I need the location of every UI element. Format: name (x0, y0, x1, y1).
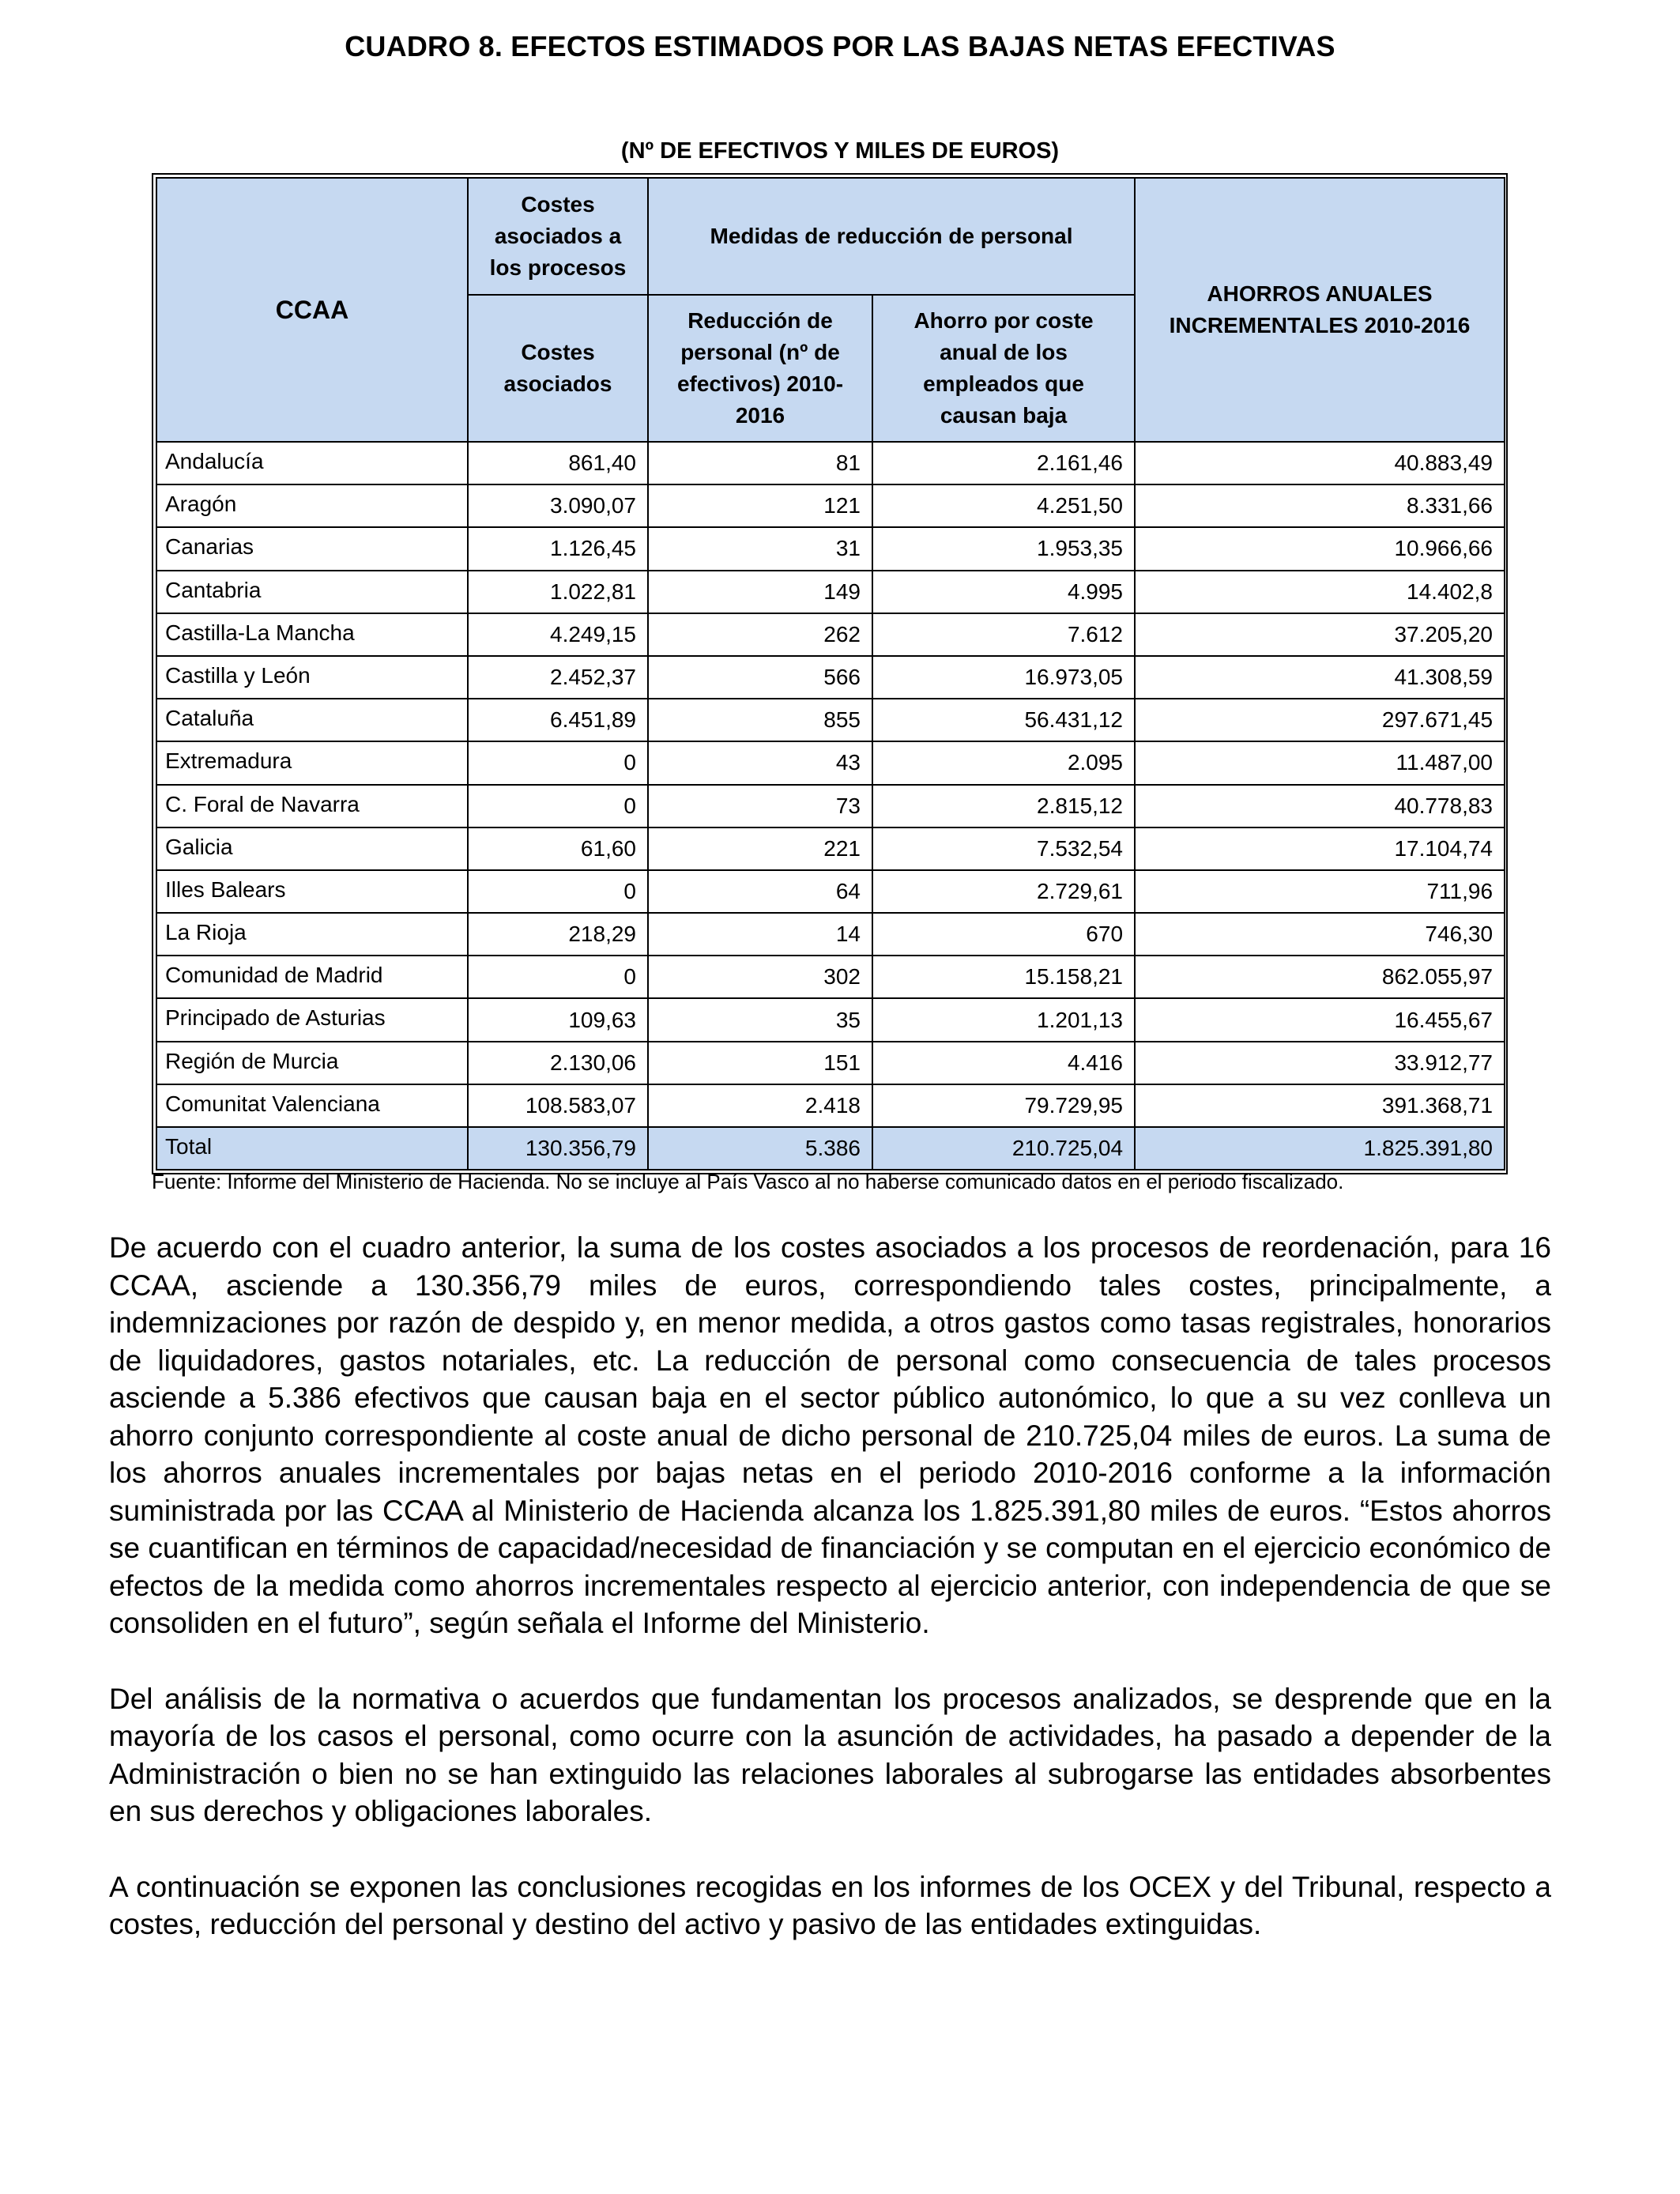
cell-ccaa: Cataluña (156, 699, 468, 741)
cell-ahorro: 16.973,05 (872, 656, 1135, 699)
table-row (156, 913, 1505, 956)
cell-ahorros-anuales: 1.825.391,80 (1135, 1127, 1505, 1170)
cell-ahorro: 79.729,95 (872, 1084, 1135, 1127)
cell-reduccion: 566 (648, 656, 872, 699)
table-row (156, 785, 1505, 827)
table-source-note: Fuente: Informe del Ministerio de Hacienda. No se incluye al País Vasco al no haberse comunicado datos en el periodo fiscalizado. (152, 1170, 1344, 1193)
cell-ahorro: 4.251,50 (872, 484, 1135, 527)
cell-ccaa: La Rioja (156, 913, 468, 956)
paragraph: Del análisis de la normativa o acuerdos que fundamentan los procesos analizados, se desprende que en la mayoría de los casos el personal, como ocurre con la asunción de actividades, ha pasado a depender de la Administración o bien no se han extinguido las relaciones laborales al subrogarse las entidades absorbentes en sus derechos y obligaciones laborales. (109, 1682, 1551, 1827)
cell-reduccion: 14 (648, 913, 872, 956)
cell-ccaa: Galicia (156, 827, 468, 870)
cell-costes: 0 (468, 870, 648, 913)
cell-ahorro: 2.815,12 (872, 785, 1135, 827)
table-row (156, 656, 1505, 699)
cell-ahorro: 7.532,54 (872, 827, 1135, 870)
cell-costes: 1.022,81 (468, 571, 648, 613)
cell-ahorros-anuales: 862.055,97 (1135, 956, 1505, 998)
table-row (156, 571, 1505, 613)
cell-ccaa: Total (156, 1127, 468, 1170)
cell-ccaa: Aragón (156, 484, 468, 527)
table-row (156, 442, 1505, 484)
table-row (156, 527, 1505, 570)
cell-reduccion: 5.386 (648, 1127, 872, 1170)
cell-costes: 3.090,07 (468, 484, 648, 527)
header-costes-group: Costes asociados a los procesos (468, 178, 648, 295)
cell-ahorro: 2.095 (872, 741, 1135, 784)
cell-costes: 0 (468, 741, 648, 784)
cell-ahorros-anuales: 37.205,20 (1135, 613, 1505, 656)
body-text (109, 1229, 1551, 1981)
cell-ahorro: 2.161,46 (872, 442, 1135, 484)
cell-ahorros-anuales: 711,96 (1135, 870, 1505, 913)
cell-reduccion: 121 (648, 484, 872, 527)
cell-ahorro: 1.953,35 (872, 527, 1135, 570)
cell-ccaa: Illes Balears (156, 870, 468, 913)
header-ahorro-coste: Ahorro por coste anual de los empleados que causan baja (872, 295, 1135, 442)
cell-ahorros-anuales: 297.671,45 (1135, 699, 1505, 741)
cell-ahorros-anuales: 11.487,00 (1135, 741, 1505, 784)
cell-reduccion: 149 (648, 571, 872, 613)
data-table (156, 177, 1505, 1171)
page-title: CUADRO 8. EFECTOS ESTIMADOS POR LAS BAJAS NETAS EFECTIVAS (345, 30, 1335, 62)
cell-reduccion: 221 (648, 827, 872, 870)
table-row (156, 741, 1505, 784)
cell-ccaa: Andalucía (156, 442, 468, 484)
paragraph: A continuación se exponen las conclusiones recogidas en los informes de los OCEX y del Tribunal, respecto a costes, reducción del personal y destino del activo y pasivo de las entidades extinguidas. (109, 1870, 1551, 1940)
cell-ahorro: 670 (872, 913, 1135, 956)
cell-ahorro: 210.725,04 (872, 1127, 1135, 1170)
cell-ccaa: Principado de Asturias (156, 998, 468, 1041)
cell-costes: 861,40 (468, 442, 648, 484)
cell-reduccion: 81 (648, 442, 872, 484)
cell-ahorros-anuales: 8.331,66 (1135, 484, 1505, 527)
cell-ahorros-anuales: 41.308,59 (1135, 656, 1505, 699)
cell-ahorros-anuales: 16.455,67 (1135, 998, 1505, 1041)
cell-ccaa: Castilla-La Mancha (156, 613, 468, 656)
table-row (156, 613, 1505, 656)
cell-costes: 4.249,15 (468, 613, 648, 656)
cell-ahorro: 56.431,12 (872, 699, 1135, 741)
table-row (156, 870, 1505, 913)
cell-ahorro: 4.995 (872, 571, 1135, 613)
cell-reduccion: 35 (648, 998, 872, 1041)
cell-ahorros-anuales: 391.368,71 (1135, 1084, 1505, 1127)
cell-costes: 6.451,89 (468, 699, 648, 741)
cell-costes: 2.130,06 (468, 1042, 648, 1084)
cell-ahorros-anuales: 10.966,66 (1135, 527, 1505, 570)
cell-reduccion: 43 (648, 741, 872, 784)
cell-reduccion: 73 (648, 785, 872, 827)
cell-ccaa: Comunidad de Madrid (156, 956, 468, 998)
cell-reduccion: 855 (648, 699, 872, 741)
cell-reduccion: 2.418 (648, 1084, 872, 1127)
table-total-row (156, 1127, 1505, 1170)
cell-reduccion: 302 (648, 956, 872, 998)
header-reduccion-personal: Reducción de personal (nº de efectivos) 2010-2016 (648, 295, 872, 442)
cell-reduccion: 31 (648, 527, 872, 570)
cell-costes: 218,29 (468, 913, 648, 956)
cell-ahorro: 1.201,13 (872, 998, 1135, 1041)
data-table-frame (152, 173, 1508, 1174)
table-row (156, 1084, 1505, 1127)
cell-costes: 130.356,79 (468, 1127, 648, 1170)
header-costes-asociados: Costes asociados (468, 295, 648, 442)
cell-ahorro: 2.729,61 (872, 870, 1135, 913)
table-row (156, 699, 1505, 741)
cell-ccaa: C. Foral de Navarra (156, 785, 468, 827)
cell-ccaa: Extremadura (156, 741, 468, 784)
table-body (156, 442, 1505, 1170)
cell-reduccion: 64 (648, 870, 872, 913)
table-row (156, 1042, 1505, 1084)
cell-ahorro: 4.416 (872, 1042, 1135, 1084)
cell-costes: 109,63 (468, 998, 648, 1041)
cell-ahorros-anuales: 33.912,77 (1135, 1042, 1505, 1084)
cell-ahorros-anuales: 746,30 (1135, 913, 1505, 956)
cell-ahorros-anuales: 17.104,74 (1135, 827, 1505, 870)
cell-costes: 1.126,45 (468, 527, 648, 570)
table-row (156, 827, 1505, 870)
cell-ccaa: Cantabria (156, 571, 468, 613)
cell-ahorros-anuales: 40.778,83 (1135, 785, 1505, 827)
cell-ahorro: 7.612 (872, 613, 1135, 656)
cell-ccaa: Comunitat Valenciana (156, 1084, 468, 1127)
cell-costes: 108.583,07 (468, 1084, 648, 1127)
paragraph: De acuerdo con el cuadro anterior, la suma de los costes asociados a los procesos de reordenación, para 16 CCAA, asciende a 130.356,79 miles de euros, correspondiendo tales costes, principalmente, a indemnizaciones por razón de despido y, en menor medida, a otros gastos como tasas registrales, honorarios de liquidadores, gastos notariales, etc. La reducción de personal como consecuencia de tales procesos asciende a 5.386 efectivos que causan baja en el sector público autonómico, lo que a su vez conlleva un ahorro conjunto correspondiente al coste anual de dicho personal de 210.725,04 miles de euros. La suma de los ahorros anuales incrementales por bajas netas en el periodo 2010-2016 conforme a la información suministrada por las CCAA al Ministerio de Hacienda alcanza los 1.825.391,80 miles de euros. “Estos ahorros se cuantifican en términos de capacidad/necesidad de financiación y se computan en el ejercicio económico de efectos de la medida como ahorros incrementales respecto al ejercicio anterior, con independencia de que se consoliden en el futuro”, según señala el Informe del Ministerio. (109, 1231, 1551, 1639)
cell-costes: 0 (468, 785, 648, 827)
table-subtitle: (Nº DE EFECTIVOS Y MILES DE EUROS) (620, 138, 1060, 164)
cell-ahorros-anuales: 14.402,8 (1135, 571, 1505, 613)
header-ahorros-anuales: AHORROS ANUALES INCREMENTALES 2010-2016 (1135, 178, 1505, 442)
table-row (156, 956, 1505, 998)
cell-ccaa: Castilla y León (156, 656, 468, 699)
header-medidas-group: Medidas de reducción de personal (648, 178, 1135, 295)
cell-reduccion: 262 (648, 613, 872, 656)
table-row (156, 998, 1505, 1041)
cell-costes: 61,60 (468, 827, 648, 870)
cell-ahorro: 15.158,21 (872, 956, 1135, 998)
cell-ahorros-anuales: 40.883,49 (1135, 442, 1505, 484)
cell-ccaa: Región de Murcia (156, 1042, 468, 1084)
header-ccaa: CCAA (156, 178, 468, 442)
cell-reduccion: 151 (648, 1042, 872, 1084)
cell-costes: 2.452,37 (468, 656, 648, 699)
table-row (156, 484, 1505, 527)
cell-costes: 0 (468, 956, 648, 998)
cell-ccaa: Canarias (156, 527, 468, 570)
